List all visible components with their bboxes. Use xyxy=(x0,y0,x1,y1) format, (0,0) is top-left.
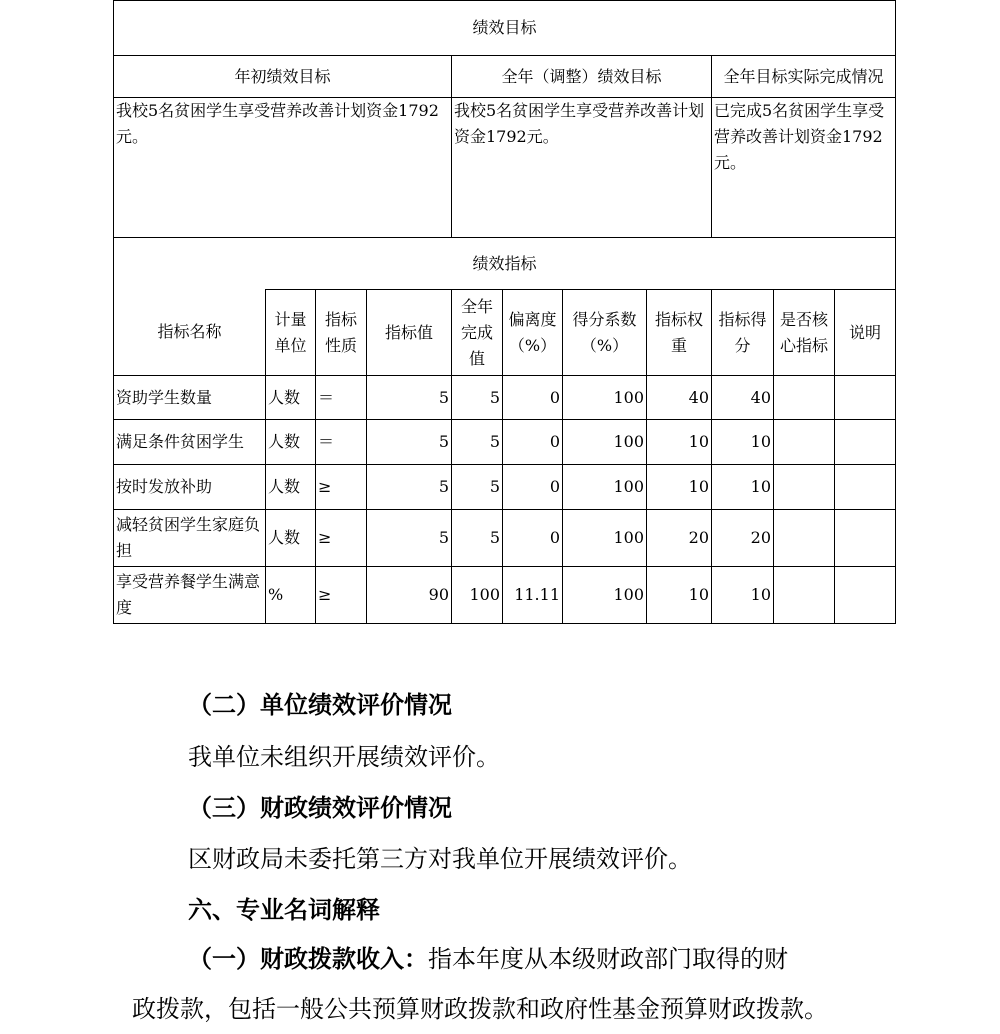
cell-deviation: 0 xyxy=(503,465,563,510)
cell-coef: 100 xyxy=(563,465,647,510)
table-row xyxy=(114,465,896,510)
cell-nature: ≥ xyxy=(316,567,367,624)
cell-deviation: 0 xyxy=(503,420,563,465)
col-header-weight: 指标权重 xyxy=(647,290,712,376)
cell-unit: 人数 xyxy=(266,465,316,510)
paragraph-finance-evaluation: 区财政局未委托第三方对我单位开展绩效评价。 xyxy=(188,845,692,873)
cell-nature: ≥ xyxy=(316,510,367,567)
cell-core xyxy=(774,510,835,567)
col-header-note: 说明 xyxy=(835,290,896,376)
cell-coef: 100 xyxy=(563,376,647,420)
col-header-nature: 指标性质 xyxy=(316,290,367,376)
cell-actual: 5 xyxy=(452,465,503,510)
goal-text-adjusted: 我校5名贫困学生享受营养改善计划资金1792元。 xyxy=(452,98,712,238)
cell-score: 40 xyxy=(712,376,774,420)
cell-note xyxy=(835,420,896,465)
cell-name: 资助学生数量 xyxy=(114,376,266,420)
cell-note xyxy=(835,376,896,420)
table-row xyxy=(114,420,896,465)
term-definition-line xyxy=(188,934,788,984)
heading-terms: 六、专业名词解释 xyxy=(188,895,380,924)
col-header-name: 指标名称 xyxy=(114,290,266,376)
cell-coef: 100 xyxy=(563,567,647,624)
cell-unit: 人数 xyxy=(266,420,316,465)
cell-coef: 100 xyxy=(563,510,647,567)
cell-actual: 5 xyxy=(452,376,503,420)
cell-target: 90 xyxy=(367,567,452,624)
cell-weight: 10 xyxy=(647,420,712,465)
col-header-actual: 全年完成值 xyxy=(452,290,503,376)
cell-deviation: 0 xyxy=(503,376,563,420)
cell-core xyxy=(774,567,835,624)
col-header-target: 指标值 xyxy=(367,290,452,376)
cell-weight: 20 xyxy=(647,510,712,567)
cell-target: 5 xyxy=(367,465,452,510)
cell-name: 按时发放补助 xyxy=(114,465,266,510)
goal-text-actual: 已完成5名贫困学生享受营养改善计划资金1792元。 xyxy=(712,98,896,238)
cell-weight: 10 xyxy=(647,567,712,624)
col-header-unit: 计量单位 xyxy=(266,290,316,376)
cell-note xyxy=(835,510,896,567)
cell-core xyxy=(774,376,835,420)
cell-actual: 5 xyxy=(452,420,503,465)
cell-weight: 40 xyxy=(647,376,712,420)
cell-score: 10 xyxy=(712,420,774,465)
cell-name: 减轻贫困学生家庭负担 xyxy=(114,510,266,567)
table-row xyxy=(114,567,896,624)
term-text: 指本年度从本级财政部门取得的财 xyxy=(428,945,788,973)
cell-nature: ＝ xyxy=(316,376,367,420)
cell-name: 满足条件贫困学生 xyxy=(114,420,266,465)
col-header-score: 指标得分 xyxy=(712,290,774,376)
heading-finance-evaluation: （三）财政绩效评价情况 xyxy=(188,793,452,822)
cell-note xyxy=(835,465,896,510)
goal-header-initial: 年初绩效目标 xyxy=(114,56,452,98)
goal-header-adjusted: 全年（调整）绩效目标 xyxy=(452,56,712,98)
col-header-core: 是否核心指标 xyxy=(774,290,835,376)
indicator-title: 绩效指标 xyxy=(114,238,896,290)
cell-unit: 人数 xyxy=(266,376,316,420)
table-row xyxy=(114,376,896,420)
cell-coef: 100 xyxy=(563,420,647,465)
cell-core xyxy=(774,420,835,465)
col-header-coef: 得分系数（%） xyxy=(563,290,647,376)
paragraph-unit-evaluation: 我单位未组织开展绩效评价。 xyxy=(188,743,500,771)
cell-target: 5 xyxy=(367,510,452,567)
goal-text-initial: 我校5名贫困学生享受营养改善计划资金1792元。 xyxy=(114,98,452,238)
cell-core xyxy=(774,465,835,510)
cell-actual: 5 xyxy=(452,510,503,567)
goal-title: 绩效目标 xyxy=(114,1,896,56)
cell-deviation: 11.11 xyxy=(503,567,563,624)
cell-target: 5 xyxy=(367,420,452,465)
cell-actual: 100 xyxy=(452,567,503,624)
table-row xyxy=(114,510,896,567)
heading-unit-evaluation: （二）单位绩效评价情况 xyxy=(188,690,452,719)
performance-table xyxy=(113,0,896,624)
col-header-deviation: 偏离度（%） xyxy=(503,290,563,376)
cell-target: 5 xyxy=(367,376,452,420)
cell-score: 20 xyxy=(712,510,774,567)
cell-deviation: 0 xyxy=(503,510,563,567)
term-definition-continuation: 政拨款，包括一般公共预算财政拨款和政府性基金预算财政拨款。 xyxy=(132,995,828,1023)
cell-nature: ≥ xyxy=(316,465,367,510)
cell-nature: ＝ xyxy=(316,420,367,465)
goal-header-actual: 全年目标实际完成情况 xyxy=(712,56,896,98)
cell-name: 享受营养餐学生满意度 xyxy=(114,567,266,624)
cell-unit: 人数 xyxy=(266,510,316,567)
cell-note xyxy=(835,567,896,624)
term-label: （一）财政拨款收入： xyxy=(188,944,428,973)
cell-weight: 10 xyxy=(647,465,712,510)
cell-unit: % xyxy=(266,567,316,624)
cell-score: 10 xyxy=(712,465,774,510)
cell-score: 10 xyxy=(712,567,774,624)
